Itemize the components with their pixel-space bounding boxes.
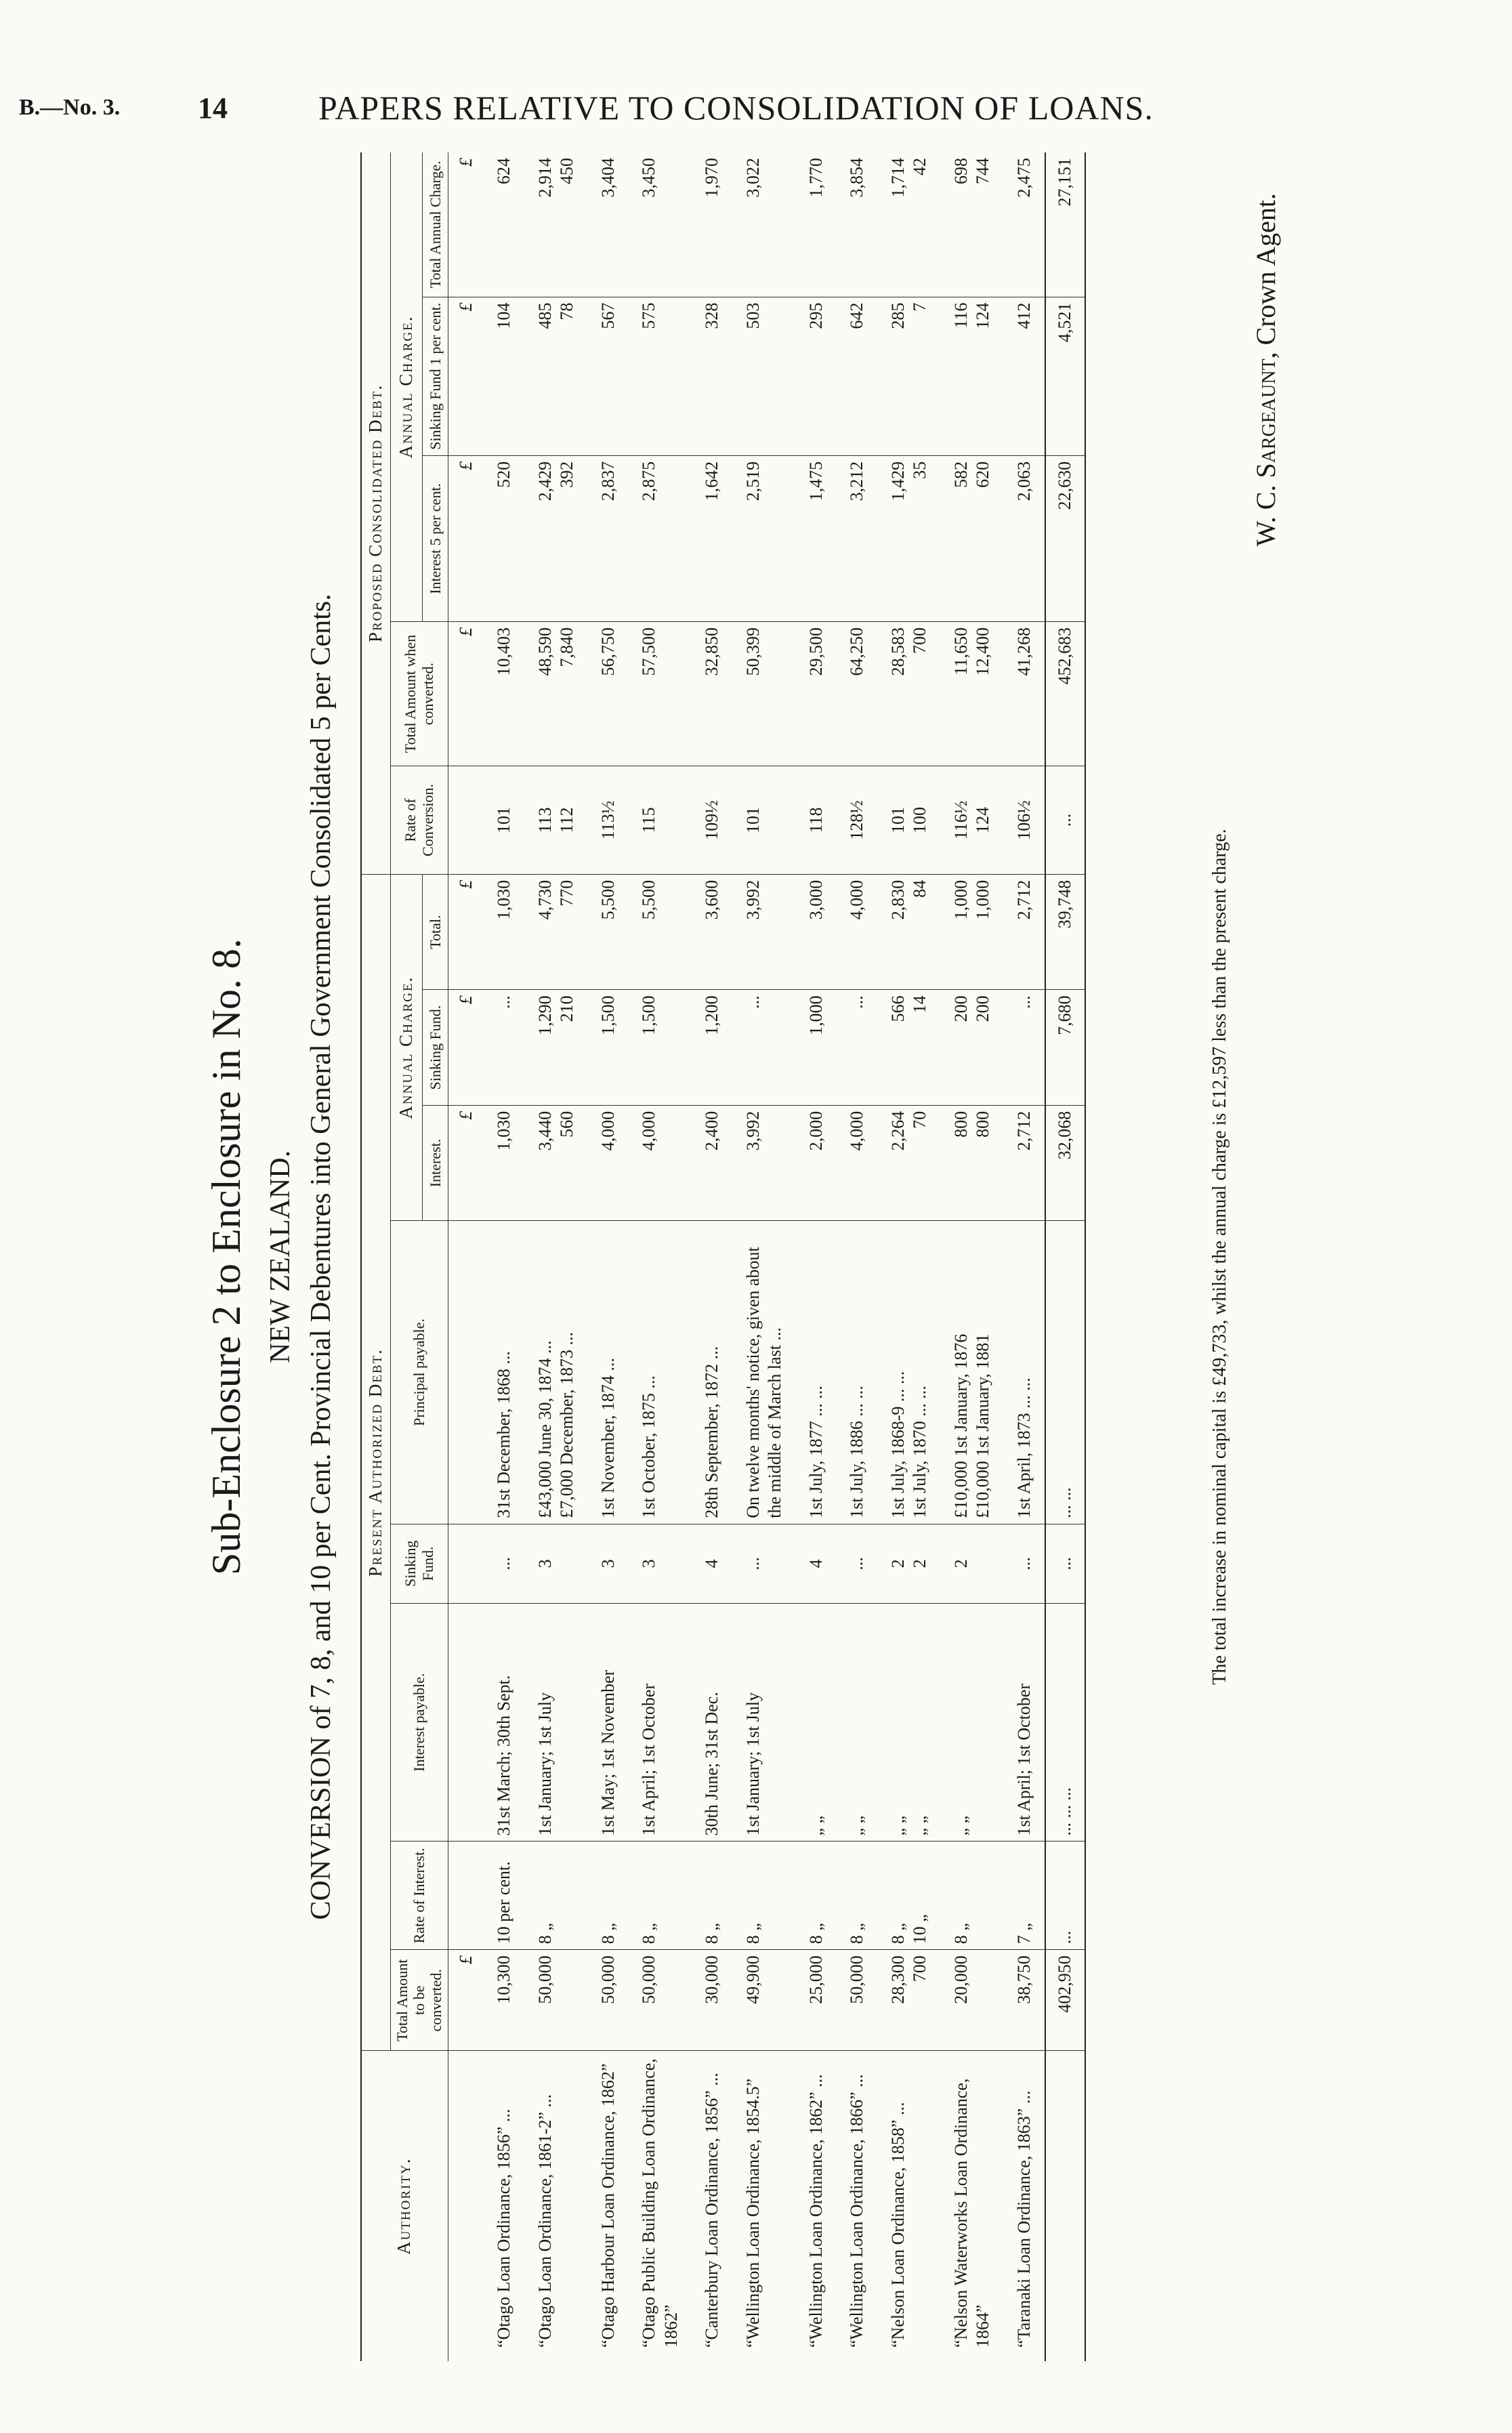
- annual-sinking-cell-line: 200: [973, 995, 993, 1022]
- proposed-total-cell: 3,450: [629, 152, 692, 297]
- principal-payable-cell: 1st October, 1875 ...: [629, 1221, 692, 1524]
- annual-sinking-cell: [878, 990, 941, 1105]
- conversion-rate-cell: 106½: [1004, 766, 1046, 875]
- rate-cell: [878, 1842, 941, 1950]
- proposed-sinking-cell: 328: [692, 297, 733, 455]
- interest-payable-cell: 1st April; 1st October: [629, 1603, 692, 1842]
- unit-cell: [448, 1603, 484, 1842]
- authority-cell: “Otago Loan Ordinance, 1861-2” ...: [534, 2094, 555, 2348]
- header-annual-charge-proposed: Annual Charge.: [390, 152, 422, 622]
- annual-interest-cell-line: 2,264: [887, 1110, 908, 1151]
- proposed-sinking-cell-line: 7: [910, 302, 930, 312]
- table-header: [361, 152, 448, 2361]
- rate-cell: 8 „: [796, 1842, 837, 1950]
- proposed-sinking-cell: 567: [588, 297, 629, 455]
- authority-cell: “Otago Harbour Loan Ordinance, 1862”: [597, 2063, 618, 2348]
- proposed-total-cell: 3,022: [733, 152, 796, 297]
- header-sinking-fund: Sinking Fund.: [390, 1524, 448, 1603]
- annual-interest-cell: [525, 1105, 588, 1220]
- proposed-total-cell: 3,854: [837, 152, 878, 297]
- principal-payable-cell: 1st April, 1873 ... ...: [1004, 1221, 1046, 1524]
- proposed-sinking-cell: [878, 297, 941, 455]
- principal-payable-cell: 31st December, 1868 ...: [484, 1221, 525, 1524]
- proposed-interest-cell-line: 1,429: [887, 461, 908, 501]
- proposed-interest-cell: 2,063: [1004, 456, 1046, 622]
- table-row: [878, 152, 941, 2361]
- annual-total-cell: 3,600: [692, 874, 733, 989]
- rate-cell: ...: [1045, 1842, 1085, 1950]
- footnote: The total increase in nominal capital is £49,733, whilst the annual charge is £12,597 less than the present charge.: [1209, 829, 1230, 1685]
- page-number: 14: [198, 91, 228, 125]
- totals-row: [1045, 152, 1085, 2361]
- sinking-fund-cell-line: 2: [910, 1559, 930, 1568]
- series-reference: B.—No. 3.: [19, 95, 121, 120]
- annual-total-cell: [525, 874, 588, 989]
- annual-total-cell: 5,500: [629, 874, 692, 989]
- annual-total-cell: [941, 874, 1004, 989]
- proposed-interest-cell: 2,837: [588, 456, 629, 622]
- annual-interest-cell: 32,068: [1045, 1105, 1085, 1220]
- annual-interest-cell: 2,712: [1004, 1105, 1046, 1220]
- conversion-rate-cell: 115: [629, 766, 692, 875]
- proposed-interest-cell-line: 2,429: [534, 461, 555, 501]
- total-amount-cell: 20,000: [941, 1950, 1004, 2051]
- principal-payable-cell: [525, 1221, 588, 1524]
- interest-payable-cell: 31st March; 30th Sept.: [484, 1603, 525, 1842]
- conversion-rate-cell-line: 113: [534, 807, 555, 833]
- converted-total-cell: 50,399: [733, 622, 796, 766]
- proposed-sinking-cell-line: 78: [557, 302, 577, 320]
- sinking-fund-cell: ...: [837, 1524, 878, 1603]
- proposed-sinking-cell-line: 124: [973, 302, 993, 329]
- table-row: [484, 152, 525, 2361]
- annual-sinking-cell: 1,200: [692, 990, 733, 1105]
- header-annual-charge-present: Annual Charge.: [390, 874, 422, 1220]
- total-amount-cell-line: 700: [910, 1955, 930, 1982]
- authority-cell: “Otago Public Building Loan Ordinance, 1862”: [639, 2058, 681, 2348]
- conversion-rate-cell: ...: [1045, 766, 1085, 875]
- total-amount-cell: 38,750: [1004, 1950, 1046, 2051]
- converted-total-cell: 56,750: [588, 622, 629, 766]
- annual-sinking-cell: ...: [837, 990, 878, 1105]
- sinking-fund-cell-line: 2: [887, 1559, 908, 1568]
- total-amount-cell: 10,300: [484, 1950, 525, 2051]
- annual-interest-cell: 2,000: [796, 1105, 837, 1220]
- rate-cell: 10 per cent.: [484, 1842, 525, 1950]
- rate-cell: 8 „: [588, 1842, 629, 1950]
- annual-interest-cell: 1,030: [484, 1105, 525, 1220]
- annual-sinking-cell: 1,500: [588, 990, 629, 1105]
- conversion-rate-cell: 101: [733, 766, 796, 875]
- total-amount-cell: 25,000: [796, 1950, 837, 2051]
- proposed-total-cell: [941, 152, 1004, 297]
- proposed-interest-cell: 3,212: [837, 456, 878, 622]
- table-row: [941, 152, 1004, 2361]
- converted-total-cell: 41,268: [1004, 622, 1046, 766]
- annual-interest-cell: 2,400: [692, 1105, 733, 1220]
- proposed-sinking-cell: [941, 297, 1004, 455]
- annual-total-cell: 4,000: [837, 874, 878, 989]
- unit-cell: [448, 1524, 484, 1603]
- annual-interest-cell-line: 3,440: [534, 1110, 555, 1151]
- converted-total-cell: [941, 622, 1004, 766]
- conversion-rate-cell-line: 116½: [950, 800, 971, 840]
- document-title: Sub-Enclosure 2 to Enclosure in No. 8.: [204, 938, 249, 1575]
- converted-total-cell-line: 48,590: [534, 627, 555, 676]
- header-rate-conversion: Rate of Conversion.: [390, 766, 448, 875]
- proposed-sinking-cell-line: 285: [887, 302, 908, 329]
- proposed-total-cell-line: 2,914: [534, 158, 555, 198]
- principal-payable-cell-line: £10,000 1st January, 1881: [973, 1333, 993, 1518]
- rate-cell: 8 „: [837, 1842, 878, 1950]
- principal-payable-cell: 28th September, 1872 ...: [692, 1221, 733, 1524]
- total-amount-cell: 50,000: [525, 1950, 588, 2051]
- header-sinking-1: Sinking Fund 1 per cent.: [422, 297, 448, 455]
- conversion-rate-cell-line: 100: [910, 807, 930, 834]
- proposed-total-cell-line: 42: [910, 158, 930, 175]
- annual-sinking-cell: [525, 990, 588, 1105]
- principal-payable-cell-line: £10,000 1st January, 1876: [950, 1333, 971, 1518]
- table-body: [448, 152, 1085, 2361]
- unit-row: [448, 152, 484, 2361]
- annual-interest-cell-line: 800: [973, 1110, 993, 1138]
- header-interest-5: Interest 5 per cent.: [422, 456, 448, 622]
- total-amount-cell: 30,000: [692, 1950, 733, 2051]
- total-amount-cell: [878, 1950, 941, 2051]
- annual-interest-cell: [878, 1105, 941, 1220]
- unit-cell: [448, 2051, 484, 2361]
- annual-sinking-cell: ...: [1004, 990, 1046, 1105]
- total-amount-cell: 402,950: [1045, 1950, 1085, 2051]
- unit-symbol: £: [448, 874, 484, 989]
- annual-sinking-cell-line: 210: [557, 995, 577, 1022]
- unit-symbol: £: [448, 456, 484, 622]
- sinking-fund-cell: 4: [692, 1524, 733, 1603]
- proposed-sinking-cell: 642: [837, 297, 878, 455]
- interest-payable-cell-line: „ „: [887, 1815, 908, 1836]
- total-amount-cell-line: 28,300: [887, 1955, 908, 2004]
- proposed-interest-cell: 2,875: [629, 456, 692, 622]
- annual-sinking-cell: 1,500: [629, 990, 692, 1105]
- converted-total-cell-line: 28,583: [887, 627, 908, 676]
- principal-payable-cell: On twelve months' notice, given about the middle of March last ...: [733, 1221, 796, 1524]
- converted-total-cell: 29,500: [796, 622, 837, 766]
- conversion-rate-cell-line: 101: [887, 807, 908, 834]
- annual-interest-cell: [941, 1105, 1004, 1220]
- annual-total-cell-line: 4,730: [534, 879, 555, 920]
- document-heading: CONVERSION of 7, 8, and 10 per Cent. Provincial Debentures into General Government Consolidated 5 per Cents.: [306, 594, 337, 1920]
- proposed-sinking-cell: 104: [484, 297, 525, 455]
- proposed-total-cell-line: 744: [973, 158, 993, 184]
- header-rate: Rate of Interest.: [390, 1842, 448, 1950]
- interest-payable-cell: „ „: [796, 1603, 837, 1842]
- converted-total-cell-line: 700: [910, 627, 930, 654]
- converted-total-cell: 57,500: [629, 622, 692, 766]
- annual-interest-cell-line: 800: [950, 1110, 971, 1138]
- proposed-total-cell: 3,404: [588, 152, 629, 297]
- proposed-total-cell: 1,970: [692, 152, 733, 297]
- header-total-annual: Total Annual Charge.: [422, 152, 448, 297]
- sinking-fund-cell: 3: [629, 1524, 692, 1603]
- proposed-total-cell-line: 1,714: [887, 158, 908, 198]
- conversion-rate-cell: 109½: [692, 766, 733, 875]
- proposed-total-cell-line: 450: [557, 158, 577, 184]
- table-row: [837, 152, 878, 2361]
- proposed-interest-cell: 1,475: [796, 456, 837, 622]
- sinking-fund-cell: 2: [941, 1524, 1004, 1603]
- annual-interest-cell: 4,000: [588, 1105, 629, 1220]
- annual-total-cell-line: 2,830: [887, 879, 908, 920]
- proposed-interest-cell: 1,642: [692, 456, 733, 622]
- annual-total-cell: 3,000: [796, 874, 837, 989]
- authority-cell: “Wellington Loan Ordinance, 1866” ...: [847, 2074, 867, 2348]
- proposed-total-cell: 624: [484, 152, 525, 297]
- annual-sinking-cell-line: 1,290: [534, 995, 555, 1035]
- annual-total-cell-line: 84: [910, 879, 930, 898]
- conversion-rate-cell: 101: [484, 766, 525, 875]
- annual-interest-cell-line: 560: [557, 1110, 577, 1138]
- conversion-rate-cell-line: 112: [557, 807, 577, 833]
- proposed-total-cell-line: 698: [950, 158, 971, 184]
- header-authority: Authority.: [361, 2051, 448, 2361]
- total-amount-cell: 50,000: [629, 1950, 692, 2051]
- proposed-total-cell: [525, 152, 588, 297]
- proposed-sinking-cell: [525, 297, 588, 455]
- unit-symbol: £: [448, 1950, 484, 2051]
- header-interest-payable: Interest payable.: [390, 1603, 448, 1842]
- converted-total-cell: [525, 622, 588, 766]
- unit-cell: [448, 766, 484, 875]
- principal-payable-cell: ... ...: [1045, 1221, 1085, 1524]
- interest-payable-cell-line: „ „: [910, 1815, 930, 1836]
- annual-interest-cell: 4,000: [837, 1105, 878, 1220]
- sinking-fund-cell: 3: [525, 1524, 588, 1603]
- document-subtitle: NEW ZEALAND.: [265, 1150, 296, 1364]
- signature-initials: W. C.: [1251, 484, 1281, 547]
- authority-cell: “Wellington Loan Ordinance, 1862” ...: [805, 2074, 826, 2348]
- rate-cell-line: 8 „: [887, 1923, 908, 1945]
- proposed-interest-cell: 22,630: [1045, 456, 1085, 622]
- annual-sinking-cell: 7,680: [1045, 990, 1085, 1105]
- converted-total-cell: 10,403: [484, 622, 525, 766]
- header-interest: Interest.: [422, 1105, 448, 1220]
- sinking-fund-cell: 4: [796, 1524, 837, 1603]
- proposed-total-cell: 1,770: [796, 152, 837, 297]
- proposed-total-cell: 27,151: [1045, 152, 1085, 297]
- interest-payable-cell: „ „: [837, 1603, 878, 1842]
- proposed-sinking-cell-line: 116: [950, 302, 971, 329]
- interest-payable-cell: „ „: [941, 1603, 1004, 1842]
- converted-total-cell: 452,683: [1045, 622, 1085, 766]
- unit-cell: [448, 1221, 484, 1524]
- proposed-interest-cell: [878, 456, 941, 622]
- annual-sinking-cell: ...: [484, 990, 525, 1105]
- principal-payable-cell: 1st July, 1886 ... ...: [837, 1221, 878, 1524]
- table-row: [796, 152, 837, 2361]
- annual-sinking-cell-line: 200: [950, 995, 971, 1022]
- rate-cell: 8 „: [692, 1842, 733, 1950]
- proposed-interest-cell-line: 35: [910, 461, 930, 480]
- header-total: Total.: [422, 874, 448, 989]
- annual-total-cell: 2,712: [1004, 874, 1046, 989]
- converted-total-cell-line: 11,650: [950, 627, 971, 675]
- conversion-rate-cell-line: 124: [973, 807, 993, 834]
- table-row: [692, 152, 733, 2361]
- table-row: [629, 152, 692, 2361]
- header-principal-payable: Principal payable.: [390, 1221, 448, 1524]
- total-amount-cell: 50,000: [837, 1950, 878, 2051]
- proposed-sinking-cell: 295: [796, 297, 837, 455]
- sinking-fund-cell: ...: [1004, 1524, 1046, 1603]
- principal-payable-cell-line: 1st July, 1870 ... ...: [910, 1386, 930, 1518]
- authority-cell: “Nelson Loan Ordinance, 1858” ...: [887, 2102, 908, 2348]
- interest-payable-cell: 1st April; 1st October: [1004, 1603, 1046, 1842]
- principal-payable-cell: 1st November, 1874 ...: [588, 1221, 629, 1524]
- authority-cell: “Wellington Loan Ordinance, 1854.5”: [742, 2078, 763, 2348]
- rate-cell: 8 „: [733, 1842, 796, 1950]
- rate-cell: 8 „: [525, 1842, 588, 1950]
- rate-cell: 8 „: [629, 1842, 692, 1950]
- interest-payable-cell: 30th June; 31st Dec.: [692, 1603, 733, 1842]
- annual-interest-cell: 4,000: [629, 1105, 692, 1220]
- signature: [1250, 193, 1282, 546]
- converted-total-cell-line: 12,400: [973, 627, 993, 676]
- table-row: [733, 152, 796, 2361]
- proposed-interest-cell: 520: [484, 456, 525, 622]
- unit-symbol: £: [448, 297, 484, 455]
- table-row: [588, 152, 629, 2361]
- sinking-fund-cell: ...: [733, 1524, 796, 1603]
- conversion-rate-cell: [941, 766, 1004, 875]
- sinking-fund-cell: [878, 1524, 941, 1603]
- header-total-when-converted: Total Amount when converted.: [390, 622, 448, 766]
- interest-payable-cell: 1st January; 1st July: [525, 1603, 588, 1842]
- authority-cell: “Otago Loan Ordinance, 1856” ...: [494, 2108, 514, 2348]
- principal-payable-cell: 1st July, 1877 ... ...: [796, 1221, 837, 1524]
- header-present-debt: Present Authorized Debt.: [361, 874, 390, 2051]
- principal-payable-cell-line: £43,000 June 30, 1874 ...: [534, 1340, 555, 1518]
- conversion-rate-cell: 128½: [837, 766, 878, 875]
- unit-symbol: £: [448, 152, 484, 297]
- converted-total-cell: [878, 622, 941, 766]
- principal-payable-cell-line: 1st July, 1868-9 ... ...: [887, 1371, 908, 1518]
- signature-title: , Crown Agent.: [1251, 193, 1281, 359]
- proposed-interest-cell-line: 582: [950, 461, 971, 488]
- proposed-sinking-cell-line: 485: [534, 302, 555, 329]
- proposed-total-cell: 2,475: [1004, 152, 1046, 297]
- header-proposed-debt: Proposed Consolidated Debt.: [361, 152, 390, 874]
- table-row: [1004, 152, 1046, 2361]
- interest-payable-cell: 1st May; 1st November: [588, 1603, 629, 1842]
- annual-total-cell-line: 770: [557, 879, 577, 907]
- conversion-rate-cell: [525, 766, 588, 875]
- authority-cell: “Canterbury Loan Ordinance, 1856” ...: [702, 2073, 722, 2348]
- principal-payable-cell-line: £7,000 December, 1873 ...: [557, 1331, 577, 1518]
- unit-cell: [448, 1842, 484, 1950]
- annual-total-cell: [878, 874, 941, 989]
- annual-total-cell-line: 1,000: [973, 879, 993, 920]
- rate-cell: 7 „: [1004, 1842, 1046, 1950]
- conversion-rate-cell: 118: [796, 766, 837, 875]
- proposed-interest-cell-line: 392: [557, 461, 577, 488]
- proposed-sinking-cell: 575: [629, 297, 692, 455]
- converted-total-cell-line: 7,840: [557, 627, 577, 667]
- annual-sinking-cell-line: 566: [887, 995, 908, 1022]
- annual-sinking-cell: ...: [733, 990, 796, 1105]
- interest-payable-cell: ... ... ...: [1045, 1603, 1085, 1842]
- principal-payable-cell: [878, 1221, 941, 1524]
- unit-symbol: £: [448, 990, 484, 1105]
- converted-total-cell: 32,850: [692, 622, 733, 766]
- rotated-document-body: [203, 152, 1301, 2361]
- interest-payable-cell: 1st January; 1st July: [733, 1603, 796, 1842]
- principal-payable-cell: [941, 1221, 1004, 1524]
- annual-sinking-cell: 1,000: [796, 990, 837, 1105]
- rate-cell: 8 „: [941, 1842, 1004, 1950]
- proposed-total-cell: [878, 152, 941, 297]
- sinking-fund-cell: ...: [484, 1524, 525, 1603]
- conversion-table: [360, 152, 1086, 2361]
- proposed-sinking-cell: 4,521: [1045, 297, 1085, 455]
- annual-sinking-cell-line: 14: [910, 995, 930, 1014]
- interest-payable-cell: [878, 1603, 941, 1842]
- annual-total-cell: 39,748: [1045, 874, 1085, 989]
- annual-total-cell: 3,992: [733, 874, 796, 989]
- proposed-interest-cell: [525, 456, 588, 622]
- page-header: [0, 81, 1512, 142]
- proposed-sinking-cell: 412: [1004, 297, 1046, 455]
- annual-total-cell: 1,030: [484, 874, 525, 989]
- total-amount-cell: 50,000: [588, 1950, 629, 2051]
- annual-total-cell-line: 1,000: [950, 879, 971, 920]
- annual-interest-cell-line: 70: [910, 1110, 930, 1129]
- conversion-rate-cell: [878, 766, 941, 875]
- annual-sinking-cell: [941, 990, 1004, 1105]
- header-sinking: Sinking Fund.: [422, 990, 448, 1105]
- unit-symbol: £: [448, 1105, 484, 1220]
- sinking-fund-cell: 3: [588, 1524, 629, 1603]
- proposed-interest-cell: [941, 456, 1004, 622]
- header-total-amount: Total Amount to be converted.: [390, 1950, 448, 2051]
- annual-total-cell: 5,500: [588, 874, 629, 989]
- unit-symbol: £: [448, 622, 484, 766]
- table-row: [525, 152, 588, 2361]
- proposed-interest-cell: 2,519: [733, 456, 796, 622]
- annual-interest-cell: 3,992: [733, 1105, 796, 1220]
- total-amount-cell: 49,900: [733, 1950, 796, 2051]
- authority-cell: “Taranaki Loan Ordinance, 1863” ...: [1013, 2090, 1034, 2348]
- authority-cell: “Nelson Waterworks Loan Ordinance, 1864”: [950, 2078, 993, 2348]
- proposed-sinking-cell: 503: [733, 297, 796, 455]
- conversion-rate-cell: 113½: [588, 766, 629, 875]
- converted-total-cell: 64,250: [837, 622, 878, 766]
- running-title: PAPERS RELATIVE TO CONSOLIDATION OF LOANS.: [318, 89, 1154, 127]
- authority-cell: [1045, 2051, 1085, 2361]
- rate-cell-line: 10 „: [910, 1914, 930, 1945]
- sinking-fund-cell: ...: [1045, 1524, 1085, 1603]
- signature-surname: Sargeaunt: [1251, 358, 1281, 478]
- proposed-interest-cell-line: 620: [973, 461, 993, 488]
